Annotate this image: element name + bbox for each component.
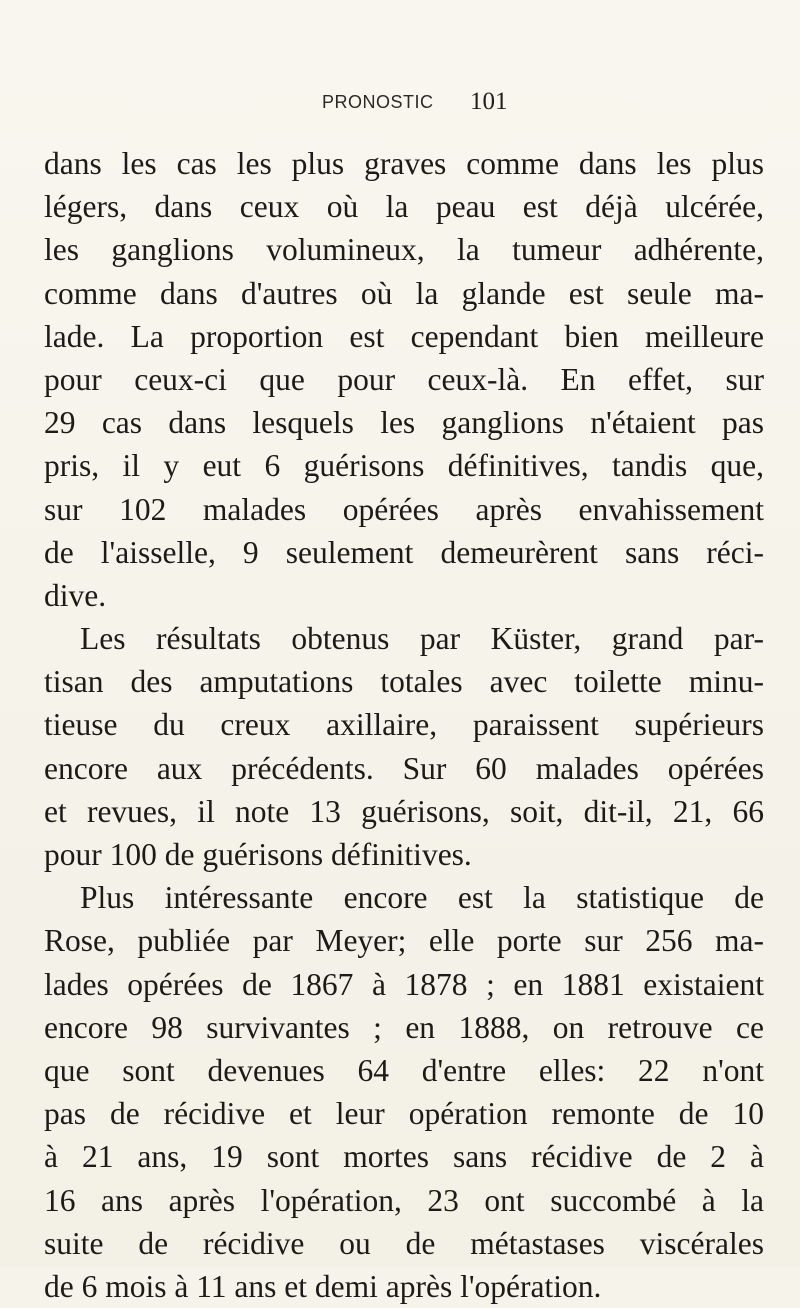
text-line: suite de récidive ou de métastases viscérales xyxy=(44,1225,764,1261)
text-line: dans les cas les plus graves comme dans les plus xyxy=(44,146,764,181)
text-line: de l'aisselle, 9 seulement demeurèrent sans réci- xyxy=(44,534,764,570)
text-line: Rose, publiée par Meyer; elle porte sur 256 ma- xyxy=(44,923,764,959)
text-line: pris, il y eut 6 guérisons définitives, tandis que, xyxy=(44,448,764,484)
text-line: 29 cas dans lesquels les ganglions n'étaient pas xyxy=(44,405,764,441)
text-line: tisan des amputations totales avec toilette minu- xyxy=(44,664,764,700)
text-line: dive. xyxy=(44,577,107,613)
text-line: comme dans d'autres où la glande est seule ma- xyxy=(44,275,764,311)
text-line: pour 100 de guérisons définitives. xyxy=(44,837,472,872)
text-line: les ganglions volumineux, la tumeur adhérente, xyxy=(44,232,764,268)
running-head-title: PRONOSTIC xyxy=(322,92,434,112)
text-line: lades opérées de 1867 à 1878 ; en 1881 existaient xyxy=(44,966,764,1002)
text-line: de 6 mois à 11 ans et demi après l'opération. xyxy=(44,1268,602,1304)
text-line: Plus intéressante encore est la statistique de xyxy=(80,880,764,916)
text-line: encore aux précédents. Sur 60 malades opérées xyxy=(44,750,764,786)
text-line: que sont devenues 64 d'entre elles: 22 n'ont xyxy=(44,1052,764,1088)
text-line: légers, dans ceux où la peau est déjà ulcérée, xyxy=(44,189,764,225)
text-line: 16 ans après l'opération, 23 ont succombé à la xyxy=(44,1182,764,1218)
text-line: tieuse du creux axillaire, paraissent supérieurs xyxy=(44,707,764,743)
text-line: pour ceux-ci que pour ceux-là. En effet, sur xyxy=(44,361,764,397)
text-line: encore 98 survivantes ; en 1888, on retrouve ce xyxy=(44,1009,764,1045)
text-line: à 21 ans, 19 sont mortes sans récidive de 2 à xyxy=(44,1139,764,1175)
text-line: et revues, il note 13 guérisons, soit, dit-il, 21, 66 xyxy=(44,793,764,829)
text-line: pas de récidive et leur opération remonte de 10 xyxy=(44,1096,764,1132)
page-number: 101 xyxy=(470,88,508,115)
text-line: sur 102 malades opérées après envahissement xyxy=(44,491,764,527)
body-text xyxy=(44,142,764,1308)
text-line: Les résultats obtenus par Küster, grand par- xyxy=(80,621,764,657)
text-line: lade. La proportion est cependant bien meilleure xyxy=(44,318,764,354)
running-head xyxy=(0,88,800,128)
